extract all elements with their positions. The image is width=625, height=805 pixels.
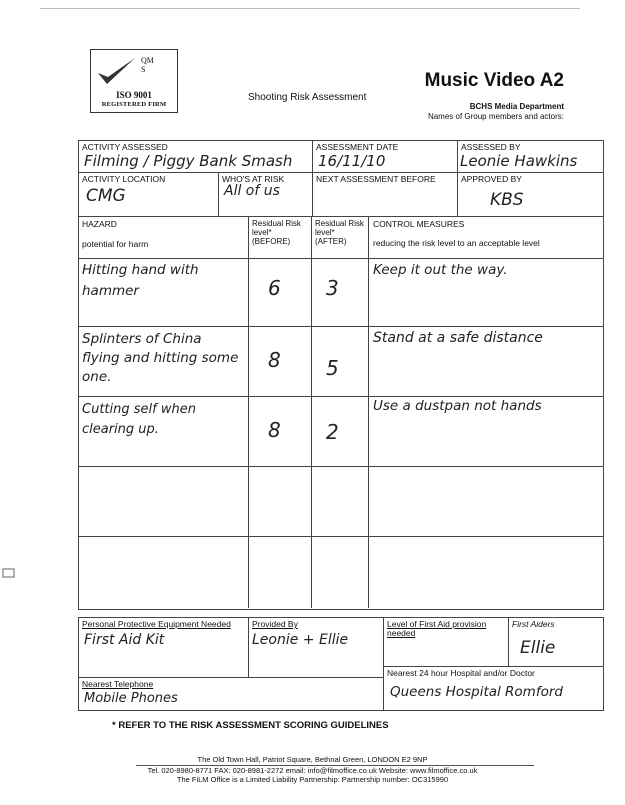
- control-subheader: reducing the risk level to an acceptable level: [373, 238, 540, 248]
- location-label: ACTIVITY LOCATION: [82, 174, 166, 184]
- iso-logo: [90, 49, 178, 113]
- hazard-cell[interactable]: Hitting hand with hammer: [82, 262, 199, 299]
- control-cell[interactable]: Stand at a safe distance: [373, 330, 543, 346]
- hospital-value[interactable]: Queens Hospital Romford: [390, 684, 563, 700]
- first-aid-level-label: Level of First Aid provision needed: [387, 619, 487, 638]
- divider: [508, 617, 509, 667]
- footer-legal: The FiLM Office is a Limited Liability Partnership: Partnership number: OC315990: [176, 775, 449, 784]
- divider: [78, 216, 604, 217]
- who-value[interactable]: All of us: [224, 183, 280, 199]
- telephone-label: Nearest Telephone: [82, 679, 154, 689]
- divider: [78, 396, 604, 397]
- after-cell[interactable]: 5: [326, 356, 339, 380]
- doc-subtitle: Shooting Risk Assessment: [248, 92, 367, 103]
- before-cell[interactable]: 8: [268, 418, 281, 442]
- approved-by-label: APPROVED BY: [461, 174, 522, 184]
- who-label: WHO'S AT RISK: [222, 174, 285, 184]
- divider: [78, 677, 383, 678]
- assessed-by-label: ASSESSED BY: [461, 142, 521, 152]
- activity-value[interactable]: Filming / Piggy Bank Smash: [84, 152, 293, 170]
- assessed-by-value[interactable]: Leonie Hawkins: [460, 152, 578, 170]
- doc-title: Music Video A2: [424, 70, 564, 91]
- date-value[interactable]: 16/11/10: [318, 152, 386, 170]
- checkmark-icon: [95, 56, 139, 88]
- scan-edge-mark-icon: [2, 566, 16, 578]
- provided-by-label: Provided By: [252, 619, 298, 629]
- date-label: ASSESSMENT DATE: [316, 142, 399, 152]
- divider: [78, 172, 604, 173]
- before-cell[interactable]: 6: [268, 276, 281, 300]
- scoring-footnote: * REFER TO THE RISK ASSESSMENT SCORING GUIDELINES: [112, 720, 389, 731]
- names-note: Names of Group members and actors:: [427, 112, 564, 121]
- telephone-value[interactable]: Mobile Phones: [84, 691, 178, 706]
- before-cell[interactable]: 8: [268, 348, 281, 372]
- ppe-label: Personal Protective Equipment Needed: [82, 619, 231, 629]
- after-cell[interactable]: 3: [326, 276, 339, 300]
- divider: [78, 536, 604, 537]
- divider: [457, 140, 458, 217]
- after-header: Residual Risk level* (AFTER): [315, 219, 364, 246]
- hazard-cell[interactable]: Cutting self when clearing up.: [82, 402, 196, 437]
- logo-iso: ISO 9001: [116, 90, 152, 100]
- logo-registered: REGISTERED FIRM: [101, 101, 167, 108]
- ppe-value[interactable]: First Aid Kit: [84, 632, 165, 648]
- hazard-header: HAZARD: [82, 219, 117, 229]
- activity-label: ACTIVITY ASSESSED: [82, 142, 168, 152]
- control-header: CONTROL MEASURES: [373, 219, 465, 229]
- divider: [78, 258, 604, 259]
- footer-contact: Tel. 020-8980-8771 FAX: 020-8981-2272 email: info@filmoffice.co.uk Website: www.filmoffice.co.uk: [147, 766, 478, 775]
- divider: [311, 216, 312, 608]
- approved-by-signature[interactable]: KBS: [490, 190, 524, 210]
- provided-by-value[interactable]: Leonie + Ellie: [252, 632, 349, 648]
- divider: [248, 216, 249, 608]
- divider: [383, 617, 384, 710]
- before-header: Residual Risk level* (BEFORE): [252, 219, 301, 246]
- hospital-label: Nearest 24 hour Hospital and/or Doctor: [387, 668, 535, 678]
- location-value[interactable]: CMG: [86, 186, 126, 206]
- first-aiders-value[interactable]: Ellie: [520, 638, 556, 658]
- first-aiders-label: First Aiders: [512, 619, 555, 629]
- divider: [312, 140, 313, 217]
- department: BCHS Media Department: [469, 102, 564, 111]
- divider: [218, 172, 219, 217]
- footer-address: The Old Town Hall, Patriot Square, Bethnal Green, LONDON E2 9NP: [197, 755, 428, 764]
- control-cell[interactable]: Keep it out the way.: [373, 262, 508, 278]
- divider: [78, 466, 604, 467]
- control-cell[interactable]: Use a dustpan not hands: [373, 398, 542, 414]
- divider: [78, 326, 604, 327]
- hazard-subheader: potential for harm: [82, 239, 149, 249]
- next-assessment-label: NEXT ASSESSMENT BEFORE: [316, 174, 436, 184]
- after-cell[interactable]: 2: [326, 420, 339, 444]
- hazard-cell[interactable]: Splinters of China flying and hitting some one.: [82, 331, 239, 385]
- logo-qm: QM S: [141, 56, 154, 74]
- divider: [383, 666, 603, 667]
- top-rule: [40, 8, 580, 9]
- divider: [368, 216, 369, 608]
- divider: [248, 617, 249, 678]
